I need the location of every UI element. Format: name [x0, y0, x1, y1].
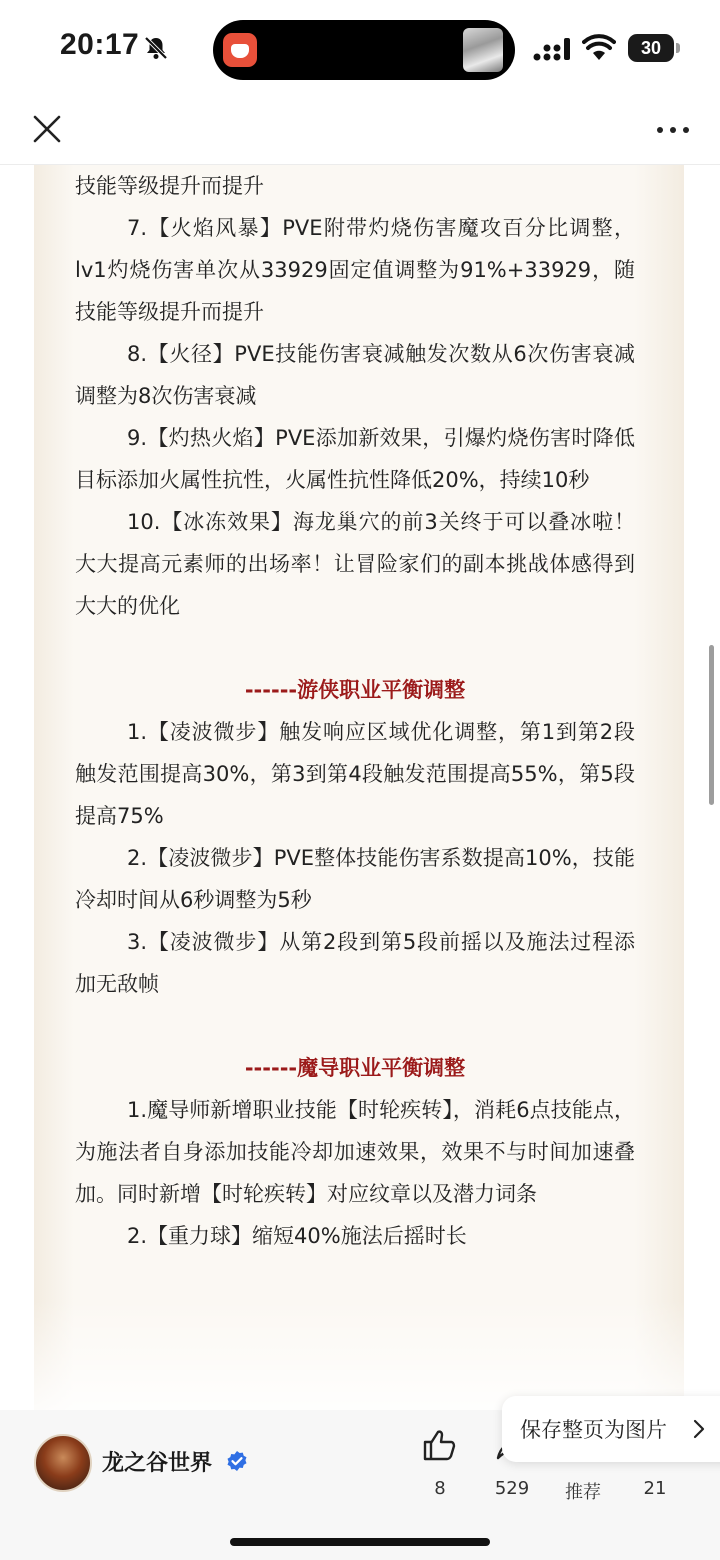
dynamic-island[interactable]: [213, 20, 515, 80]
now-playing-artwork: [463, 28, 503, 72]
comment-count: 21: [643, 1478, 667, 1499]
article-paragraph: 9.【灼热火焰】PVE添加新效果，引爆灼烧伤害时降低目标添加火属性抗性，火属性抗性降低20%，持续10秒: [75, 426, 635, 492]
article-body: [0, 165, 720, 1410]
more-icon[interactable]: [650, 116, 696, 144]
app-icon: [223, 33, 257, 67]
battery-icon: 30: [628, 34, 674, 62]
article-paragraph: 3.【凌波微步】从第2段到第5段前摇以及施法过程添加无敌帧: [75, 930, 635, 996]
recommend-label: 推荐: [565, 1482, 601, 1503]
article-paragraph: 2.【重力球】缩短40%施法后摇时长: [127, 1224, 467, 1248]
article-paragraph: 2.【凌波微步】PVE整体技能伤害系数提高10%，技能冷却时间从6秒调整为5秒: [75, 846, 635, 912]
status-time: 20:17: [60, 28, 140, 61]
bell-muted-icon: [142, 34, 170, 62]
article-paragraph: 7.【火焰风暴】PVE附带灼烧伤害魔攻百分比调整，lv1灼烧伤害单次从33929固定值调整为91%+33929，随技能等级提升而提升: [75, 216, 635, 324]
article-paragraph: 1.【凌波微步】触发响应区域优化调整，第1到第2段触发范围提高30%，第3到第4段触发范围提高55%，第5段提高75%: [75, 720, 635, 828]
nav-bar: [0, 100, 720, 165]
avatar[interactable]: [34, 1434, 92, 1492]
like-count: 8: [434, 1478, 446, 1499]
save-page-label: 保存整页为图片: [520, 1418, 667, 1442]
chevron-right-icon: [692, 1418, 706, 1440]
section-heading-mage: ------魔导职业平衡调整: [244, 1056, 466, 1080]
save-page-as-image-button[interactable]: [502, 1396, 720, 1462]
status-bar: [0, 0, 720, 100]
article-paragraph: 技能等级提升而提升: [75, 174, 264, 198]
author-name[interactable]: 龙之谷世界: [102, 1451, 213, 1476]
thumbs-up-icon: [422, 1428, 458, 1462]
article-paragraph: 10.【冰冻效果】海龙巢穴的前3关终于可以叠冰啦！大大提高元素师的出场率！让冒险家们的副本挑战体感得到大大的优化: [75, 510, 635, 618]
verified-badge-icon: [226, 1450, 248, 1472]
section-heading-ranger: ------游侠职业平衡调整: [244, 678, 466, 702]
wifi-icon: [582, 34, 616, 62]
scroll-indicator[interactable]: [709, 645, 714, 805]
bottom-fade: [0, 1300, 720, 1410]
like-button[interactable]: [405, 1428, 475, 1499]
article-content: [75, 165, 635, 1257]
home-indicator[interactable]: [230, 1538, 490, 1546]
article-paragraph: 8.【火径】PVE技能伤害衰减触发次数从6次伤害衰减调整为8次伤害衰减: [75, 342, 635, 408]
cellular-signal-icon: [533, 36, 573, 62]
article-paragraph: 1.魔导师新增职业技能【时轮疾转】，消耗6点技能点，为施法者自身添加技能冷却加速效果，效果不与时间加速叠加。同时新增【时轮疾转】对应纹章以及潜力词条: [75, 1098, 635, 1206]
share-count: 529: [494, 1478, 530, 1499]
close-icon[interactable]: [30, 112, 64, 146]
